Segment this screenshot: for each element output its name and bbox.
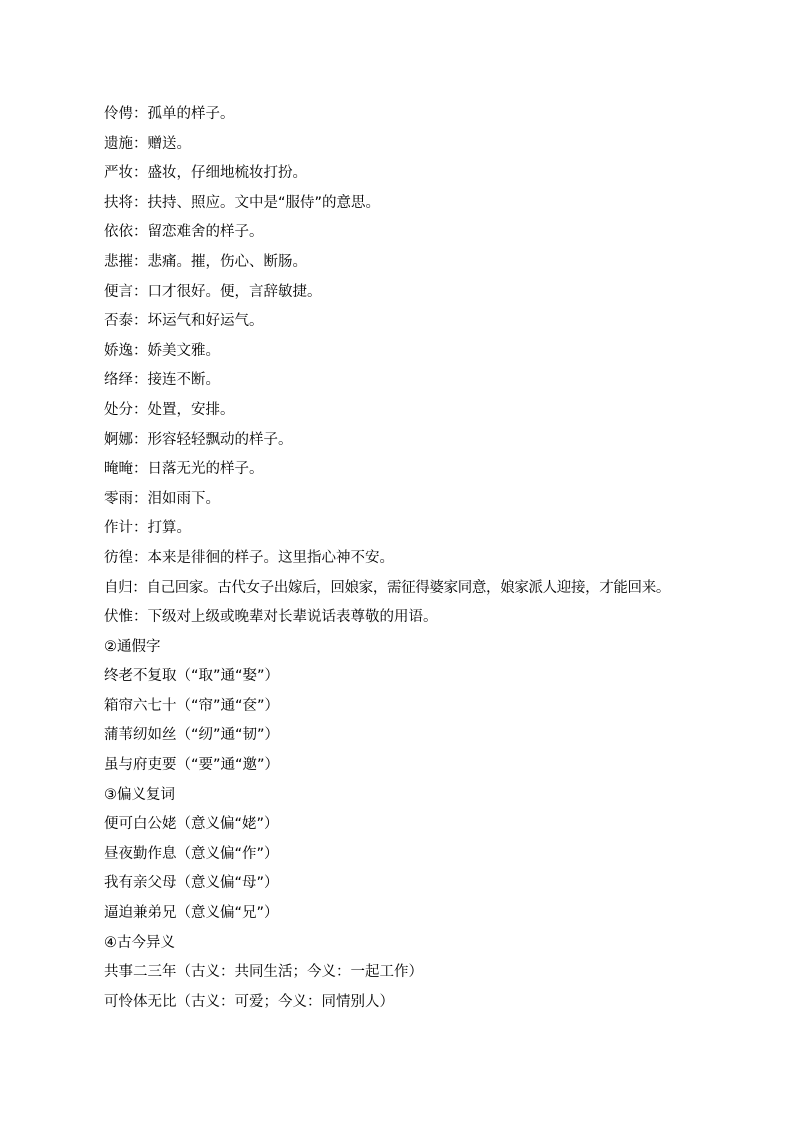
- text-line: 络绎：接连不断。: [104, 372, 220, 389]
- text-line: 昼夜勤作息（意义偏“作”）: [104, 845, 279, 862]
- section-heading: ③偏义复词: [104, 786, 175, 803]
- text-line: 晻晻：日落无光的样子。: [104, 461, 264, 478]
- text-line: 严妆：盛妆，仔细地梳妆打扮。: [104, 165, 307, 182]
- text-line: 自归：自己回家。古代女子出嫁后，回娘家，需征得婆家同意，娘家派人迎接，才能回来。: [104, 579, 670, 596]
- text-line: 遗施：赠送。: [104, 135, 191, 152]
- text-line: 共事二三年（古义：共同生活；今义：一起工作）: [104, 964, 423, 981]
- section-heading: ②通假字: [104, 638, 161, 655]
- text-line: 可怜体无比（古义：可爱；今义：同情别人）: [104, 993, 394, 1010]
- text-line: 终老不复取（“取”通“娶”）: [104, 668, 280, 685]
- text-line: 婀娜：形容轻轻飘动的样子。: [104, 431, 293, 448]
- text-line: 作计：打算。: [104, 520, 191, 537]
- text-line: 伶俜：孤单的样子。: [104, 106, 235, 122]
- text-line: 蒲苇纫如丝（“纫”通“韧”）: [104, 727, 280, 744]
- text-line: 便可白公姥（意义偏“姥”）: [104, 816, 279, 833]
- text-line: 娇逸：娇美文雅。: [104, 342, 220, 359]
- text-line: 伏惟：下级对上级或晚辈对长辈说话表尊敬的用语。: [104, 609, 438, 626]
- text-line: 悲摧：悲痛。摧，伤心、断肠。: [104, 253, 307, 270]
- document-body: [104, 100, 784, 1017]
- text-line: 否泰：坏运气和好运气。: [104, 313, 264, 330]
- text-line: 虽与府吏要（“要”通“邀”）: [104, 757, 280, 774]
- section-heading: ④古今异义: [104, 934, 175, 951]
- text-line: 箱帘六七十（“帘”通“奁”）: [104, 697, 280, 714]
- text-line: 依依：留恋难舍的样子。: [104, 224, 264, 241]
- text-line: 便言：口才很好。便，言辞敏捷。: [104, 283, 322, 300]
- text-line: 彷徨：本来是徘徊的样子。这里指心神不安。: [104, 549, 394, 566]
- text-line: 我有亲父母（意义偏“母”）: [104, 875, 279, 892]
- text-line: 处分：处置，安排。: [104, 401, 235, 418]
- text-line: 扶将：扶持、照应。文中是“服侍”的意思。: [104, 194, 381, 211]
- text-line: 零雨：泪如雨下。: [104, 490, 220, 507]
- text-line: 逼迫兼弟兄（意义偏“兄”）: [104, 905, 279, 922]
